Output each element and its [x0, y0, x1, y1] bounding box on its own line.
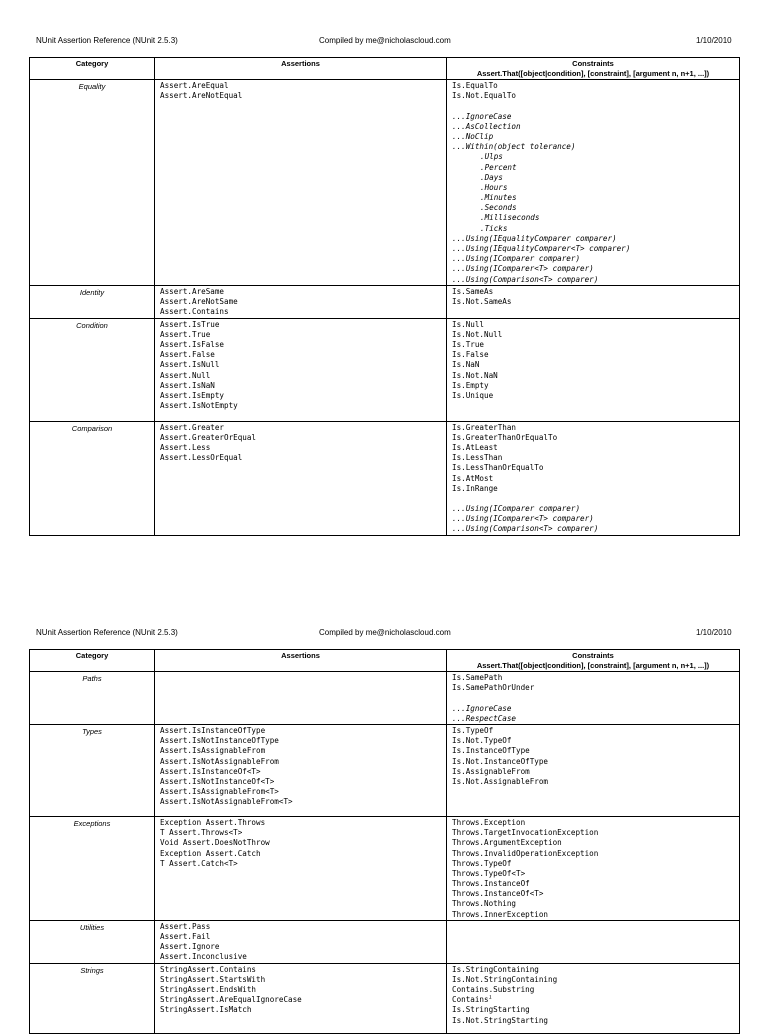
using-item: ...Using(IEqualityComparer comparer): [452, 233, 617, 243]
category-cell: Types: [30, 724, 155, 816]
header-date: 1/10/2010: [696, 628, 732, 637]
page-2: [0, 596, 768, 1024]
assertion-item: Assert.IsNotEmpty: [160, 401, 238, 411]
category-cell: Equality: [30, 80, 155, 286]
assertion-item: Assert.IsInstanceOfType: [160, 725, 266, 735]
using-item: ...Using(IComparer comparer): [452, 504, 581, 514]
assertion-item: Assert.AreNotSame: [160, 297, 238, 307]
constraints-cell: [447, 318, 740, 421]
assertion-item: Assert.Ignore: [160, 942, 220, 952]
table-row-equality: [30, 80, 740, 286]
category-cell: Comparison: [30, 421, 155, 535]
assertions-header: Assertions: [155, 650, 447, 672]
tolerance-item: .Percent: [480, 162, 517, 172]
constraint-item: Is.InstanceOfType: [452, 746, 530, 756]
table-row-identity: [30, 286, 740, 319]
assertion-item: Assert.Null: [160, 370, 211, 380]
assertion-item: Assert.IsNotAssignableFrom<T>: [160, 797, 293, 807]
constraint-item: Throws.TypeOf<T>: [452, 868, 526, 878]
assertion-item: Assert.IsFalse: [160, 339, 225, 349]
constraints-cell: [447, 724, 740, 816]
modifier-item: ...RespectCase: [452, 713, 517, 723]
constraint-item: Is.TypeOf: [452, 725, 494, 735]
constraints-cell: [447, 80, 740, 286]
assertion-item: T Assert.Throws<T>: [160, 828, 243, 838]
constraint-item: Throws.Nothing: [452, 899, 517, 909]
constraints-syntax: Assert.That([object|condition], [constraint], [argument n, n+1, ...]): [476, 69, 710, 78]
constraints-cell: [447, 920, 740, 963]
table-row-utilities: [30, 920, 740, 963]
constraint-item: Is.Not.StringContaining: [452, 974, 558, 984]
using-item: ...Using(Comparison<T> comparer): [452, 524, 599, 534]
tolerance-item: .Hours: [480, 182, 508, 192]
assertions-cell: [155, 672, 447, 725]
assertion-item: StringAssert.AreEqualIgnoreCase: [160, 995, 302, 1005]
constraint-item: Is.EqualTo: [452, 81, 498, 90]
assertion-item: Assert.IsEmpty: [160, 390, 225, 400]
footnote-mark: 1: [488, 995, 492, 1001]
constraints-header: Constraints Assert.That([object|condition], [constraint], [argument n, n+1, ...]): [447, 58, 740, 80]
assertion-item: Assert.AreEqual: [160, 81, 229, 90]
constraint-item: Throws.ArgumentException: [452, 838, 562, 848]
assertion-item: Assert.Pass: [160, 921, 211, 931]
category-cell: Condition: [30, 318, 155, 421]
constraint-item: Is.InRange: [452, 483, 498, 493]
constraint-item: Is.Null: [452, 319, 485, 329]
assertion-item: Assert.True: [160, 329, 211, 339]
tolerance-item: .Ticks: [480, 223, 508, 233]
constraint-item: Is.SamePath: [452, 673, 503, 682]
modifier-item: ...IgnoreCase: [452, 703, 512, 713]
using-item: ...Using(IComparer comparer): [452, 254, 581, 264]
header-compiled-by: Compiled by me@nicholascloud.com: [319, 36, 451, 45]
tolerance-item: .Minutes: [480, 193, 517, 203]
constraint-item: Is.StringStarting: [452, 1005, 530, 1015]
assertion-item: Assert.IsNotInstanceOfType: [160, 736, 279, 746]
constraint-item: Is.LessThan: [452, 453, 503, 463]
category-cell: Strings: [30, 963, 155, 1033]
constraint-item: Is.AssignableFrom: [452, 766, 530, 776]
assertion-item: Assert.AreNotEqual: [160, 91, 243, 101]
assertion-item: Assert.Inconclusive: [160, 952, 247, 962]
constraint-item: Is.Not.EqualTo: [452, 91, 517, 101]
constraint-item: Is.Not.TypeOf: [452, 736, 512, 746]
assertion-item: Assert.Contains: [160, 307, 229, 317]
constraints-syntax: Assert.That([object|condition], [constraint], [argument n, n+1, ...]): [476, 661, 710, 670]
table-row-types: [30, 724, 740, 816]
table-row-strings: [30, 963, 740, 1033]
constraint-item: Is.Not.AssignableFrom: [452, 776, 549, 786]
assertion-item: StringAssert.EndsWith: [160, 984, 257, 994]
using-item: ...Using(Comparison<T> comparer): [452, 274, 599, 284]
constraint-item: Is.Not.NaN: [452, 370, 498, 380]
assertion-item: Assert.IsNotInstanceOf<T>: [160, 776, 275, 786]
assertion-item: Assert.IsAssignableFrom<T>: [160, 787, 279, 797]
constraint-item: Is.Not.StringStarting: [452, 1015, 549, 1025]
assertion-item: Assert.Less: [160, 442, 211, 452]
modifier-item: ...NoClip: [452, 131, 494, 141]
assertion-item: Assert.IsNaN: [160, 380, 215, 390]
tolerance-item: .Days: [480, 172, 503, 182]
constraint-item: Contains.Substring: [452, 984, 535, 994]
assertion-item: StringAssert.StartsWith: [160, 974, 266, 984]
assertion-item: Void Assert.DoesNotThrow: [160, 838, 270, 848]
constraint-item: Is.GreaterThanOrEqualTo: [452, 432, 558, 442]
assertions-cell: [155, 920, 447, 963]
category-header: Category: [30, 58, 155, 80]
constraints-header: Constraints Assert.That([object|condition], [constraint], [argument n, n+1, ...]): [447, 650, 740, 672]
constraint-item: Throws.InnerException: [452, 909, 549, 919]
assertion-item: Exception Assert.Catch: [160, 848, 261, 858]
assertion-item: Assert.GreaterOrEqual: [160, 432, 257, 442]
constraints-cell: [447, 421, 740, 535]
category-cell: Exceptions: [30, 816, 155, 920]
assertions-cell: [155, 963, 447, 1033]
category-cell: Paths: [30, 672, 155, 725]
constraints-cell: [447, 672, 740, 725]
constraint-item: Is.NaN: [452, 360, 480, 370]
constraint-item: Is.GreaterThan: [452, 422, 517, 432]
assertion-item: T Assert.Catch<T>: [160, 858, 238, 868]
using-item: ...Using(IComparer<T> comparer): [452, 264, 594, 274]
constraint-item: Is.SamePathOrUnder: [452, 683, 535, 693]
constraint-item: Throws.TargetInvocationException: [452, 828, 599, 838]
table-row-condition: [30, 318, 740, 421]
header-compiled-by: Compiled by me@nicholascloud.com: [319, 628, 451, 637]
constraint-item: Is.AtMost: [452, 473, 494, 483]
assertion-item: Assert.Fail: [160, 932, 211, 941]
assertion-item: Assert.IsNull: [160, 360, 220, 370]
assertion-item: Assert.AreSame: [160, 287, 225, 296]
constraint-item: Is.Not.Null: [452, 329, 503, 339]
constraint-item: Is.Not.InstanceOfType: [452, 756, 549, 766]
using-item: ...Using(IEqualityComparer<T> comparer): [452, 244, 631, 253]
category-cell: Utilities: [30, 920, 155, 963]
constraint-item: Is.False: [452, 350, 489, 360]
header-title: NUnit Assertion Reference (NUnit 2.5.3): [36, 36, 178, 45]
assertion-item: Assert.Greater: [160, 422, 225, 432]
constraint-item: Throws.InstanceOf<T>: [452, 889, 544, 899]
constraint-item: Is.StringContaining: [452, 964, 539, 974]
constraints-cell: [447, 286, 740, 319]
constraint-item: Is.LessThanOrEqualTo: [452, 463, 544, 473]
constraint-item: Is.Empty: [452, 380, 489, 390]
assertion-item: Assert.IsNotAssignableFrom: [160, 756, 279, 766]
category-cell: Identity: [30, 286, 155, 319]
header-title: NUnit Assertion Reference (NUnit 2.5.3): [36, 628, 178, 637]
assertions-cell: [155, 724, 447, 816]
assertions-cell: [155, 421, 447, 535]
assertion-item: StringAssert.IsMatch: [160, 1005, 252, 1015]
constraint-item: Is.AtLeast: [452, 442, 498, 452]
table-row-comparison: [30, 421, 740, 535]
assertion-item: Assert.False: [160, 350, 215, 360]
constraint-item: Throws.Exception: [452, 817, 526, 827]
assertion-table-2: [29, 649, 740, 1034]
assertion-item: StringAssert.Contains: [160, 964, 257, 974]
table-row-paths: [30, 672, 740, 725]
category-header: Category: [30, 650, 155, 672]
constraints-cell: [447, 816, 740, 920]
tolerance-item: .Milliseconds: [480, 213, 540, 223]
assertion-item: Assert.IsTrue: [160, 319, 220, 329]
assertions-header: Assertions: [155, 58, 447, 80]
tolerance-item: .Seconds: [480, 203, 517, 213]
constraint-item: Throws.InvalidOperationException: [452, 848, 599, 858]
assertions-cell: [155, 80, 447, 286]
constraint-item: Is.True: [452, 339, 485, 349]
constraints-cell: [447, 963, 740, 1033]
constraint-item: Is.SameAs: [452, 287, 494, 296]
modifier-item: ...IgnoreCase: [452, 111, 512, 121]
modifier-item: ...AsCollection: [452, 121, 521, 131]
constraint-item: Throws.InstanceOf: [452, 879, 530, 889]
assertion-item: Assert.IsAssignableFrom: [160, 746, 266, 756]
assertions-cell: [155, 318, 447, 421]
assertions-cell: [155, 286, 447, 319]
using-item: ...Using(IComparer<T> comparer): [452, 514, 594, 524]
constraint-item: Throws.TypeOf: [452, 858, 512, 868]
assertion-item: Assert.IsInstanceOf<T>: [160, 766, 261, 776]
table-header-row: [30, 58, 740, 80]
header-date: 1/10/2010: [696, 36, 732, 45]
constraint-item-with-footnote: Contains$^1$: [452, 995, 492, 1005]
table-header-row: [30, 650, 740, 672]
tolerance-item: .Ulps: [480, 152, 503, 162]
constraint-item: Is.Unique: [452, 390, 494, 400]
assertions-cell: [155, 816, 447, 920]
assertion-item: Assert.LessOrEqual: [160, 453, 243, 463]
table-row-exceptions: [30, 816, 740, 920]
assertion-table-1: [29, 57, 740, 536]
assertion-item: Exception Assert.Throws: [160, 817, 266, 827]
constraint-item: Is.Not.SameAs: [452, 297, 512, 307]
modifier-item: ...Within(object tolerance): [452, 142, 576, 152]
